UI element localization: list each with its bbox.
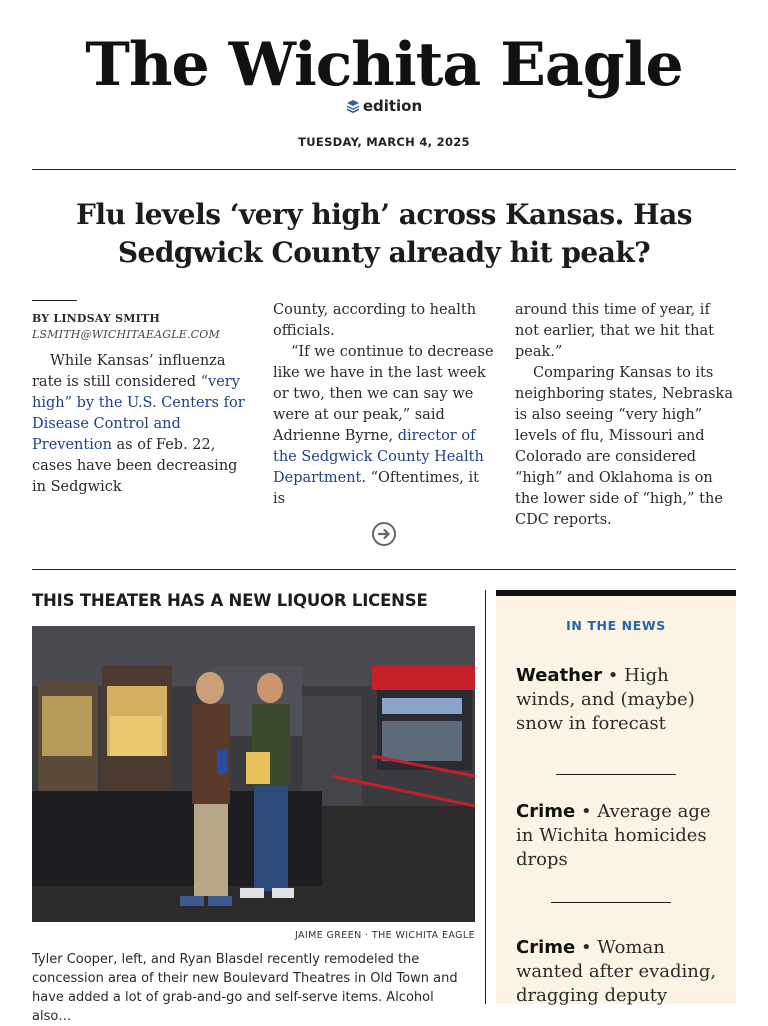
news-item-title: High winds, and (maybe) snow in forecast (516, 665, 695, 734)
paragraph-text: . “Oftentimes, it is (273, 470, 479, 507)
paragraph-text: “If we continue to decrease like we have in the last week or two, then we can say we were at our peak,” said Adrienne Byrne, (273, 344, 494, 444)
lead-story-columns (32, 300, 736, 528)
issue-date: TUESDAY, MARCH 4, 2025 (298, 135, 470, 149)
story-paragraph (273, 342, 495, 510)
theater-concession-image (32, 626, 475, 922)
story-column-2 (273, 300, 495, 510)
story-paragraph: Comparing Kansas to its neighboring states, Nebraska is also seeing “very high” levels of flu, Missouri and Colorado are considered “high” and Oklahoma is on the lower side of “high,” the CDC reports. (515, 365, 733, 528)
news-item-category: Crime (516, 937, 576, 958)
continue-story-button[interactable] (372, 522, 396, 546)
photo-caption: Tyler Cooper, left, and Ryan Blasdel recently remodeled the concession area of their new Boulevard Theatres in Old Town and have added a lot of grab-and-go and self-serve items. Alcohol also… (32, 952, 458, 1024)
edition-text: edition (362, 97, 423, 115)
paragraph-text: While Kansas’ influenza rate is still considered (32, 353, 226, 390)
news-item[interactable]: Weather • High winds, and (maybe) snow in forecast (516, 665, 695, 734)
sidebar-title: IN THE NEWS (566, 618, 666, 633)
news-item-separator (556, 774, 676, 775)
story-column-3 (515, 300, 737, 531)
byline-rule (32, 300, 77, 301)
edition-label (0, 97, 768, 115)
news-item-category: Crime (516, 801, 576, 822)
news-item[interactable]: Crime • Woman wanted after evading, dragging deputy (516, 937, 717, 1006)
story-paragraph: County, according to health officials. (273, 302, 477, 339)
masthead (0, 0, 768, 170)
health-department-link[interactable]: director of the Sedgwick County Health Department (273, 428, 484, 486)
arrow-right-circle-icon (377, 527, 391, 541)
cdc-link[interactable]: “very high” by the U.S. Centers for Disease Control and Prevention (32, 374, 245, 453)
column-divider (485, 590, 486, 1004)
in-the-news-sidebar (496, 590, 736, 1004)
feature-photo[interactable] (32, 626, 475, 922)
story-column-1 (32, 300, 254, 498)
news-item-separator (551, 902, 671, 903)
story-paragraph: around this time of year, if not earlier, that we hit that peak.” (515, 302, 714, 360)
news-item-title: Woman wanted after evading, dragging deputy (516, 937, 717, 1006)
byline: BY LINDSAY SMITH (32, 312, 160, 325)
news-item-title: Average age in Wichita homicides drops (516, 801, 711, 870)
feature-headline[interactable]: THIS THEATER HAS A NEW LIQUOR LICENSE (32, 591, 428, 610)
news-item-category: Weather (516, 665, 603, 686)
author-email[interactable]: LSMITH@WICHITAEAGLE.COM (32, 328, 220, 341)
top-divider (32, 169, 736, 170)
story-paragraph (32, 351, 254, 498)
lead-headline[interactable]: Flu levels ‘very high’ across Kansas. Has Sedgwick County already hit peak? (75, 198, 693, 269)
newspaper-logo[interactable]: The Wichita Eagle (85, 30, 683, 100)
news-item[interactable]: Crime • Average age in Wichita homicides drops (516, 801, 711, 870)
paragraph-text: as of Feb. 22, cases have been decreasing in Sedgwick (32, 437, 238, 495)
section-divider (32, 569, 736, 570)
photo-credit: JAIME GREEN · THE WICHITA EAGLE (294, 930, 475, 941)
layers-stack-icon (346, 99, 360, 113)
